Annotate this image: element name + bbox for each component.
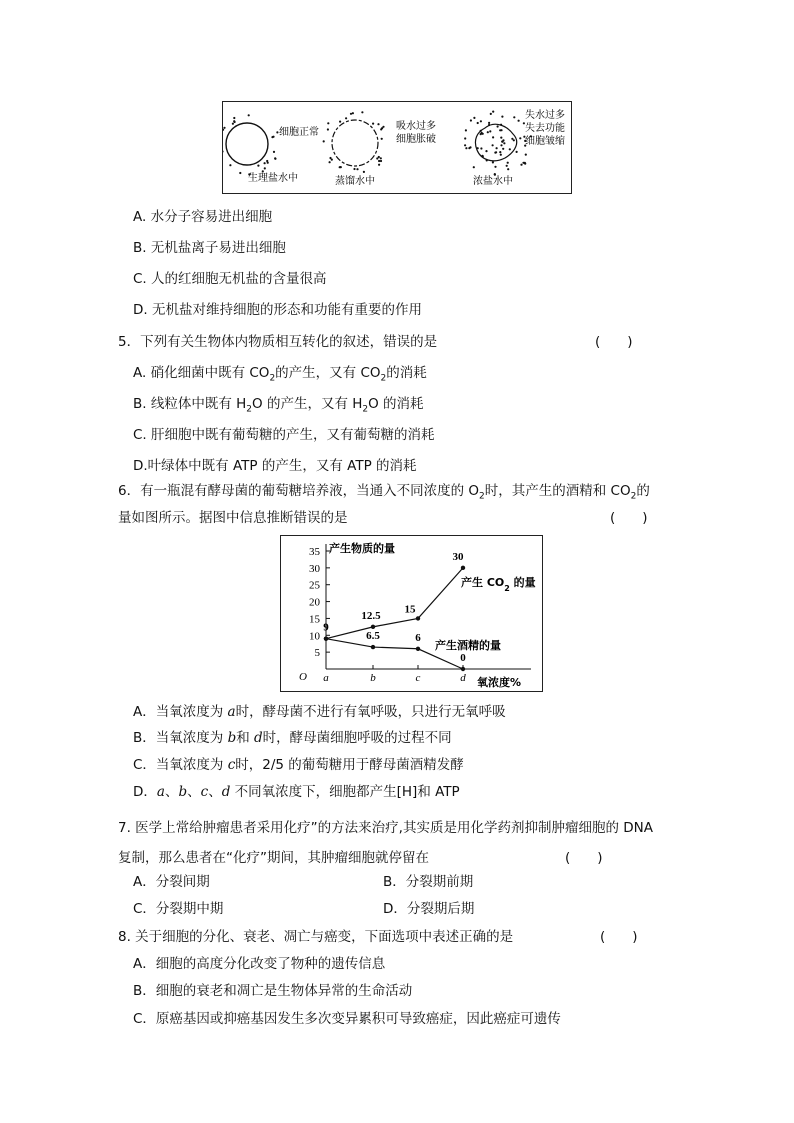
data-point (461, 566, 465, 570)
q6-option-c (133, 756, 464, 774)
q5-b-post: O 的消耗 (368, 396, 424, 412)
data-point (416, 647, 420, 651)
particle-dot (495, 151, 497, 153)
q8-stem: 8. 关于细胞的分化、衰老、凋亡与癌变，下面选项中表述正确的是 (118, 929, 514, 945)
particle-dot (518, 120, 520, 122)
particle-dot (380, 160, 382, 162)
particle-dot (473, 166, 475, 168)
q6-d-sep3: 、 (208, 784, 222, 800)
particle-dot (513, 139, 515, 141)
particle-dot (352, 112, 354, 114)
particle-dot (501, 141, 503, 143)
particle-dot (381, 138, 383, 140)
particle-dot (516, 151, 518, 153)
particle-dot (377, 123, 379, 125)
particle-dot (485, 150, 487, 152)
particle-dot (233, 120, 235, 122)
particle-dot (488, 122, 490, 124)
panel1-medium: 生理盐水中 (248, 173, 298, 184)
q6-c-post: 时，2/5 的葡萄糖用于酵母菌酒精发酵 (235, 757, 464, 773)
particle-dot (267, 162, 269, 164)
q5-option-b (133, 395, 424, 419)
particle-dot (492, 161, 494, 163)
particle-dot (233, 117, 235, 119)
particle-dot (492, 111, 494, 113)
particle-dot (465, 129, 467, 131)
particle-dot (520, 164, 522, 166)
particle-dot (487, 131, 489, 133)
legend-co2 (461, 575, 536, 593)
y-tick-label: 20 (309, 596, 320, 609)
x-axis-label: 氧浓度% (477, 676, 522, 689)
panel2-state-1: 吸水过多 (396, 121, 436, 132)
salt-particles-shrunk (464, 111, 532, 176)
y-tick-label: 30 (309, 562, 320, 575)
particle-dot (496, 147, 498, 149)
q6-c-var: c (227, 757, 236, 773)
particle-dot (499, 129, 501, 131)
particle-dot (507, 168, 509, 170)
particle-dot (372, 123, 374, 125)
data-label: 6 (415, 631, 421, 644)
particle-dot (378, 164, 380, 166)
q6-stem-mid: 时，其产生的酒精和 CO (484, 483, 631, 499)
y-tick-label: 35 (309, 546, 320, 558)
particle-dot (497, 125, 499, 127)
q6-option-b (133, 729, 452, 747)
x-category-label: a (323, 672, 329, 684)
particle-dot (323, 140, 325, 142)
q5-b-sub1: 2 (246, 404, 253, 415)
data-point (416, 616, 420, 620)
data-point (461, 667, 465, 671)
q6-a-post: 时，酵母菌不进行有氧呼吸，只进行无氧呼吸 (235, 704, 506, 720)
particle-dot (503, 142, 505, 144)
particle-dot (519, 137, 521, 139)
legend-co2-pre: 产生 CO (461, 576, 505, 589)
particle-dot (327, 122, 329, 124)
q5-a-post: 的消耗 (386, 365, 427, 381)
q4-option-a: A. 水分子容易进出细胞 (133, 209, 273, 225)
q5-option-a (133, 364, 427, 388)
particle-dot (502, 148, 504, 150)
q5-b-mid: O 的产生，又有 H (252, 396, 363, 412)
particle-dot (481, 132, 483, 134)
particle-dot (489, 130, 491, 132)
q5-b-sub2: 2 (362, 404, 369, 415)
q5-stem: 5．下列有关生物体内物质相互转化的叙述，错误的是 (118, 334, 438, 350)
burst-cell (332, 120, 378, 166)
yeast-respiration-chart (280, 535, 543, 692)
panel3-medium: 浓盐水中 (473, 176, 513, 187)
particle-dot (473, 117, 475, 119)
particle-dot (490, 113, 492, 115)
q8-option-b: B．细胞的衰老和凋亡是生物体异常的生命活动 (133, 983, 413, 999)
x-category-label: d (460, 672, 466, 684)
q6-d-v3: c (200, 784, 209, 800)
panel2-medium: 蒸馏水中 (335, 176, 375, 187)
particle-dot (264, 162, 266, 164)
q4-option-d: D. 无机盐对维持细胞的形态和功能有重要的作用 (133, 302, 422, 318)
particle-dot (464, 144, 466, 146)
particle-dot (500, 144, 502, 146)
particle-dot (499, 151, 501, 153)
q8-answer-paren: ( ) (600, 929, 638, 945)
series-line (326, 568, 463, 639)
particle-dot (480, 120, 482, 122)
particle-dot (465, 147, 467, 149)
particle-dot (329, 161, 331, 163)
q6-stem-line2: 量如图所示。据图中信息推断错误的是 (118, 510, 348, 526)
particle-dot (480, 147, 482, 149)
q5-a-mid: 的产生，又有 CO (275, 365, 381, 381)
q7-option-c: C．分裂期中期 (133, 901, 224, 917)
particle-dot (500, 154, 502, 156)
particle-dot (380, 157, 382, 159)
particle-dot (378, 160, 380, 162)
particle-dot (501, 116, 503, 118)
particle-dot (477, 122, 479, 124)
q6-b-pre: B．当氧浓度为 (133, 730, 228, 746)
particle-dot (339, 166, 341, 168)
particle-dot (248, 114, 250, 116)
q5-answer-paren: ( ) (595, 334, 633, 350)
particle-dot (381, 127, 383, 129)
q7-answer-paren: ( ) (565, 850, 603, 866)
data-label: 30 (452, 550, 464, 563)
particle-dot (264, 167, 266, 169)
particle-dot (525, 154, 527, 156)
q6-d-v1: a (156, 784, 165, 800)
particle-dot (327, 128, 329, 130)
q6-d-sep2: 、 (187, 784, 201, 800)
q6-d-v4: d (221, 784, 231, 800)
y-tick-label: 5 (314, 647, 320, 660)
q5-a-sub2: 2 (380, 373, 387, 384)
particle-dot (274, 158, 276, 160)
data-label: 9 (323, 621, 329, 634)
data-label: 15 (404, 603, 416, 616)
data-point (371, 625, 375, 629)
cell-osmosis-figure (222, 101, 572, 194)
q7-stem-line2: 复制，那么患者在“化疗”期间，其肿瘤细胞就停留在 (118, 850, 429, 866)
q6-answer-paren: ( ) (610, 510, 648, 526)
q6-b-var1: b (227, 730, 237, 746)
particle-dot (500, 137, 502, 139)
q7-option-b: B．分裂期前期 (383, 874, 474, 890)
particle-dot (470, 119, 472, 121)
q5-option-c: C. 肝细胞中既有葡萄糖的产生，又有葡萄糖的消耗 (133, 427, 435, 443)
y-tick-label: 10 (309, 630, 320, 643)
particle-dot (469, 146, 471, 148)
y-tick-label: 15 (309, 613, 320, 626)
legend-co2-sub: 2 (504, 583, 510, 593)
q6-d-v2: b (178, 784, 188, 800)
q5-option-d: D.叶绿体中既有 ATP 的产生，又有 ATP 的消耗 (133, 458, 417, 474)
particle-dot (229, 164, 231, 166)
q8-option-c: C．原癌基因或抑癌基因发生多次变异累积可导致癌症，因此癌症可遗传 (133, 1011, 561, 1027)
q6-stem-pre: 6．有一瓶混有酵母菌的葡萄糖培养液，当通入不同浓度的 O (118, 483, 480, 499)
data-label: 12.5 (361, 609, 381, 622)
particle-dot (257, 165, 259, 167)
data-point (371, 645, 375, 649)
normal-cell (226, 123, 268, 165)
q7-option-d: D．分裂期后期 (383, 901, 475, 917)
q4-option-c: C. 人的红细胞无机盐的含量很高 (133, 271, 327, 287)
q6-a-pre: A．当氧浓度为 (133, 704, 228, 720)
chart-svg (281, 536, 542, 691)
q6-option-d: D．a、b、c、d 不同氧浓度下，细胞都产生[H]和 ATP (133, 784, 460, 800)
q6-option-a (133, 703, 506, 721)
q6-b-mid: 和 (236, 730, 255, 746)
legend-alcohol: 产生酒精的量 (435, 639, 501, 652)
q6-a-var: a (227, 704, 236, 720)
particle-dot (494, 166, 496, 168)
particle-dot (356, 168, 358, 170)
panel3-state-1: 失水过多 (525, 110, 565, 121)
y-tick-label: 25 (309, 579, 320, 592)
particle-dot (507, 162, 509, 164)
q6-d-sep1: 、 (164, 784, 179, 800)
particle-dot (232, 123, 234, 125)
particle-dot (331, 159, 333, 161)
x-category-label: b (370, 672, 376, 684)
particle-dot (361, 111, 363, 113)
particle-dot (339, 121, 341, 123)
panel3-state-3: 细胞皱缩 (525, 136, 565, 147)
particle-dot (272, 136, 274, 138)
q6-b-post: 时，酵母菌细胞呼吸的过程不同 (262, 730, 452, 746)
q6-stem-post: 的 (636, 483, 650, 499)
particle-dot (524, 163, 526, 165)
data-point (324, 636, 328, 640)
panel1-state: 细胞正常 (279, 127, 319, 138)
particle-dot (376, 157, 378, 159)
particle-dot (492, 144, 494, 146)
q7-stem-line1: 7. 医学上常给肿瘤患者采用化疗”的方法来治疗,其实质是用化学药剂抑制肿瘤细胞的 DNA (118, 820, 653, 836)
data-label: 0 (460, 652, 466, 664)
data-label: 6.5 (366, 630, 380, 643)
particle-dot (506, 165, 508, 167)
particle-dot (223, 127, 225, 129)
panel2-state-2: 细胞胀破 (396, 134, 436, 145)
q6-stem-line1 (118, 482, 650, 506)
particle-dot (350, 113, 352, 115)
particle-dot (223, 150, 224, 152)
q5-a-pre: A. 硝化细菌中既有 CO (133, 365, 270, 381)
q7-option-a: A．分裂间期 (133, 874, 210, 890)
y-axis-label: 产生物质的量 (329, 542, 395, 555)
particle-dot (345, 117, 347, 119)
q5-a-sub1: 2 (269, 373, 276, 384)
particle-dot (464, 137, 466, 139)
q6-stem-sub1: 2 (479, 491, 485, 502)
particle-dot (509, 148, 511, 150)
q6-stem-sub2: 2 (630, 491, 637, 502)
particle-dot (513, 116, 515, 118)
q6-d-post: 不同氧浓度下，细胞都产生[H]和 ATP (234, 784, 460, 800)
q8-option-a: A．细胞的高度分化改变了物种的遗传信息 (133, 956, 386, 972)
cell-osmosis-svg (223, 102, 571, 193)
q6-c-pre: C．当氧浓度为 (133, 757, 228, 773)
particle-dot (353, 168, 355, 170)
particle-dot (223, 129, 224, 131)
q6-b-var2: d (254, 730, 263, 746)
q4-option-b: B. 无机盐离子易进出细胞 (133, 240, 286, 256)
q5-b-pre: B. 线粒体中既有 H (133, 396, 247, 412)
x-category-label: c (415, 672, 421, 684)
particle-dot (273, 151, 275, 153)
particle-dot (239, 172, 241, 174)
panel3-state-2: 失去功能 (525, 123, 565, 134)
legend-co2-post: 的量 (509, 576, 536, 589)
particle-dot (363, 171, 365, 173)
origin-label: O (299, 671, 307, 683)
particle-dot (492, 136, 494, 138)
